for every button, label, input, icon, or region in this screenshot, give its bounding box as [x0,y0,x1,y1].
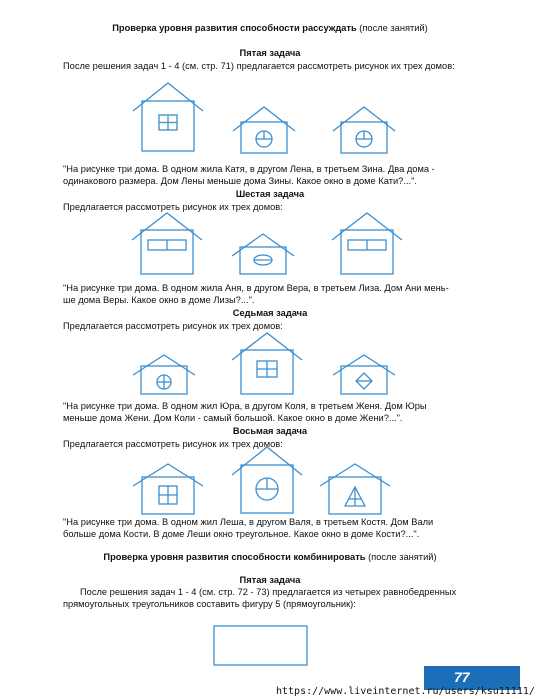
house-task7-2 [232,333,302,395]
house-task6-2 [232,234,294,276]
section-heading-reasoning [0,23,540,34]
comb-task5-title: Пятая задача [239,575,301,585]
comb-intro-1: После решения задач 1 - 4 (см. стр. 72 - 73) предлагается из четырех равнобедренных [80,587,457,597]
task7-intro: Предлагается рассмотреть рисунок их трех домов: [63,321,283,331]
watermark-url: https://www.liveinternet.ru/users/ksu11111/ [276,686,535,697]
heading-suffix: (после занятий) [356,23,428,33]
rectangle-figure-5 [213,625,309,667]
task6-text-1: "На рисунке три дома. В одном жила Аня, в другом Вера, в третьем Лиза. Дом Ани мень- [63,283,449,293]
task6-title: Шестая задача [235,189,305,199]
house-task7-3 [333,355,395,395]
task5-title: Пятая задача [239,48,301,58]
house-task6-3 [332,213,402,275]
task8-title: Восьмая задача [232,426,308,436]
house-task8-3 [320,464,390,516]
house-task8-2 [232,447,302,515]
task5-text-2: одинакового размера. Дом Лены меньше дома Зины. Какое окно в доме Кати?...". [63,176,417,186]
heading-main: Проверка уровня развития способности рассуждать [112,23,357,33]
task6-text-2: ше дома Веры. Какое окно в доме Лизы?...". [63,295,255,305]
heading-main: Проверка уровня развития способности комбинировать [103,552,366,562]
task8-intro: Предлагается рассмотреть рисунок их трех домов: [63,439,283,449]
house-task5-1 [133,83,203,153]
house-task7-1 [133,355,195,395]
house-task6-1 [132,213,202,275]
task8-text-2: больше дома Кости. В доме Леши окно треугольное. Какое окно в доме Кости?...". [63,529,420,539]
comb-intro-2: прямоугольных треугольников составить фигуру 5 (прямоугольник): [63,599,356,609]
task6-intro: Предлагается рассмотреть рисунок их трех домов: [63,202,283,212]
task7-text-2: меньше дома Жени. Дом Коли - самый большой. Какое окно в доме Жени?...". [63,413,403,423]
heading-suffix: (после занятий) [365,552,437,562]
section-heading-combining [0,552,540,563]
task5-text-1: "На рисунке три дома. В одном жила Катя, в другом Лена, в третьем Зина. Два дома - [63,164,435,174]
house-task8-1 [133,464,203,516]
task8-text-1: "На рисунке три дома. В одном жил Леша, в другом Валя, в третьем Костя. Дом Вали [63,517,434,527]
task7-text-1: "На рисунке три дома. В одном жил Юра, в другом Коля, в третьем Женя. Дом Юры [63,401,427,411]
house-task5-3 [333,107,395,155]
task5-intro: После решения задач 1 - 4 (см. стр. 71) предлагается рассмотреть рисунок их трех домов: [63,61,455,71]
page-number: 77 [454,669,470,685]
task7-title: Седьмая задача [232,308,308,318]
house-task5-2 [233,107,295,155]
